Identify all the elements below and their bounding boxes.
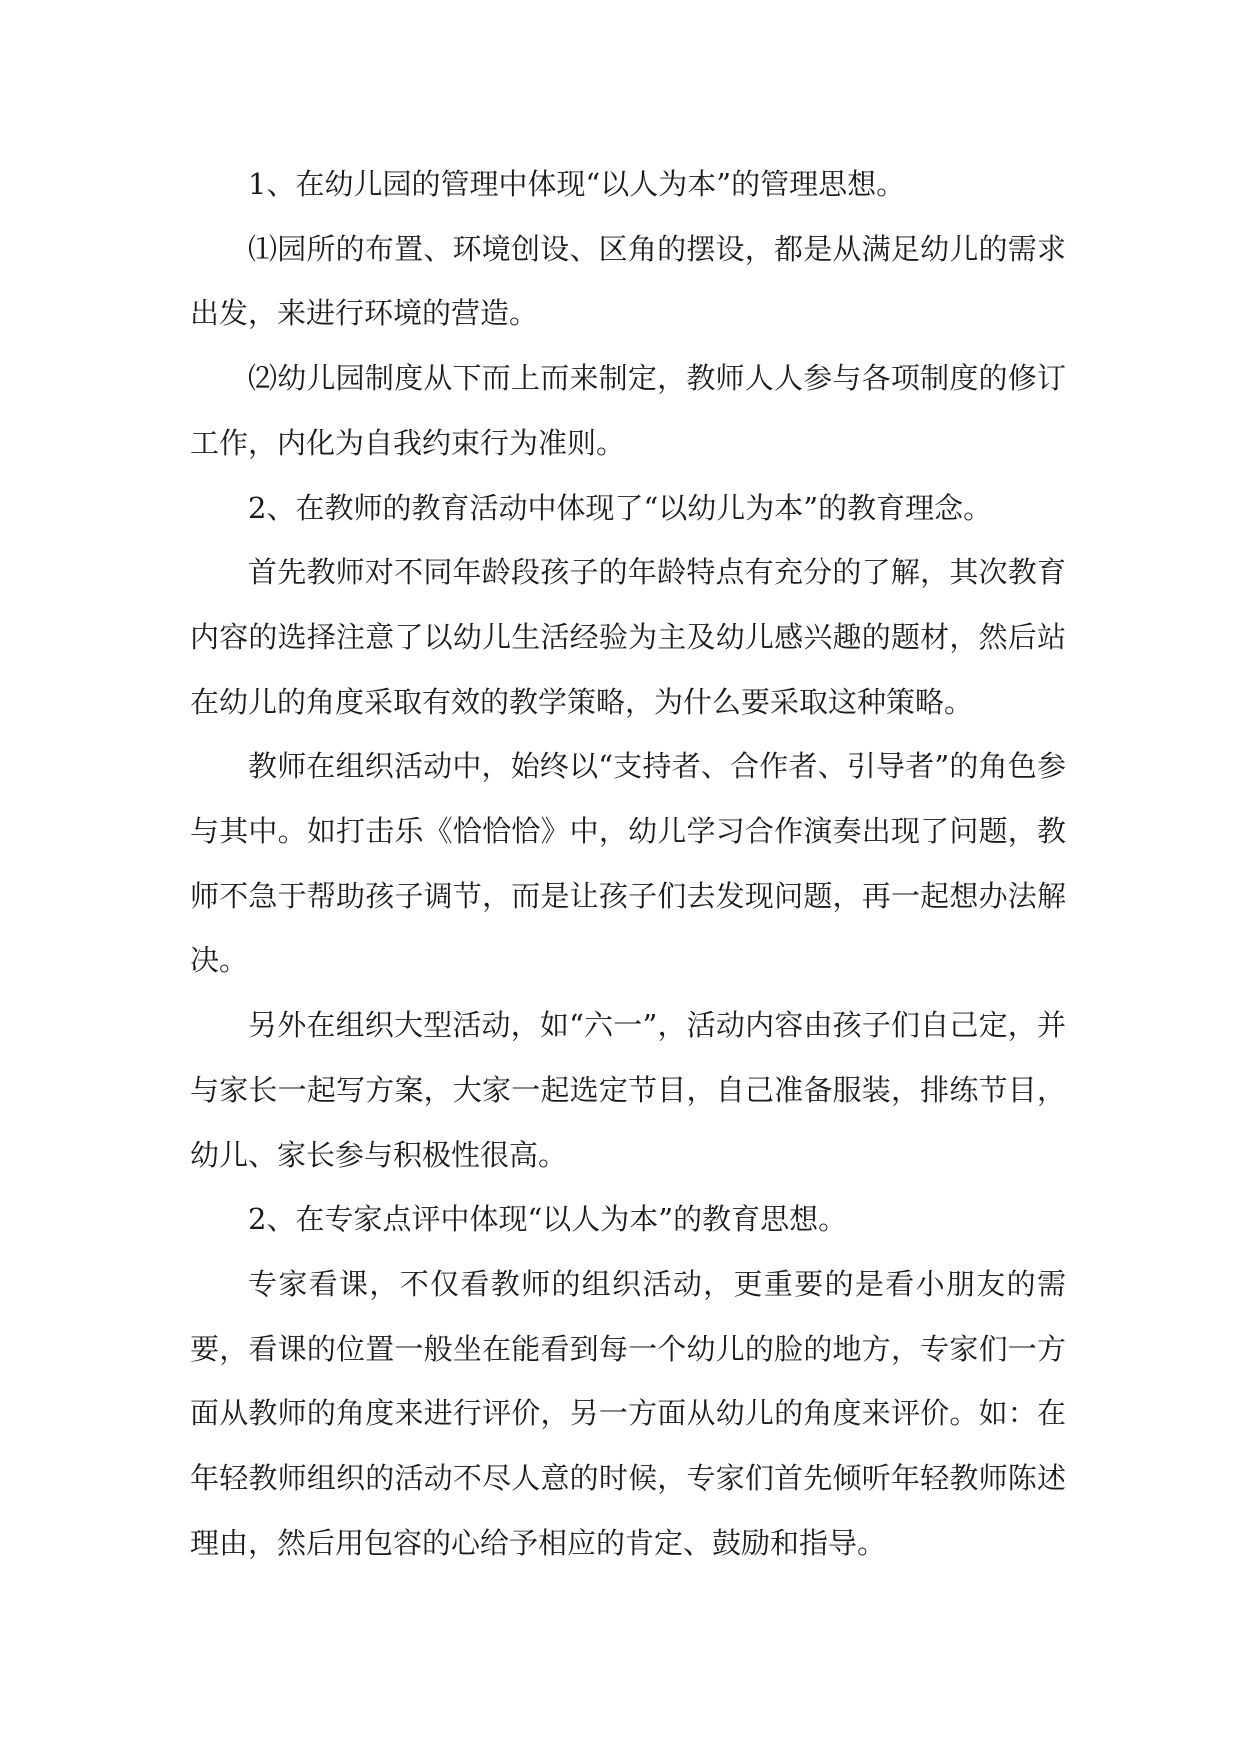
paragraph-item-1: ⑴园所的布置、环境创设、区角的摆设，都是从满足幼儿的需求出发，来进行环境的营造。: [190, 231, 1066, 331]
section-heading-3: 2、在专家点评中体现“以人为本”的教育思想。: [248, 1202, 848, 1237]
paragraph-item-2: ⑵幼儿园制度从下而上而来制定，教师人人参与各项制度的修订工作，内化为自我约束行为准则。: [190, 361, 1066, 460]
paragraph-body: 教师在组织活动中，始终以“支持者、合作者、引导者”的角色参与其中。如打击乐《恰恰恰》中，幼儿学习合作演奏出现了问题，教师不急于帮助孩子调节，而是让孩子们去发现问题，再一起想办法解决。: [190, 749, 1066, 978]
document-body: [190, 152, 1066, 1575]
paragraph-body: 另外在组织大型活动，如“六一”，活动内容由孩子们自己定，并与家长一起写方案，大家一起选定节目，自己准备服装，排练节目，幼儿、家长参与积极性很高。: [190, 1008, 1066, 1172]
section-heading-2: 2、在教师的教育活动中体现了“以幼儿为本”的教育理念。: [248, 490, 993, 525]
paragraph-body: 专家看课，不仅看教师的组织活动，更重要的是看小朋友的需要，看课的位置一般坐在能看到每一个幼儿的脸的地方，专家们一方面从教师的角度来进行评价，另一方面从幼儿的角度来评价。如：在年轻教师组织的活动不尽人意的时候，专家们首先倾听年轻教师陈述理由，然后用包容的心给予相应的肯定、鼓励和指导。: [190, 1266, 1066, 1560]
paragraph-body: 首先教师对不同年龄段孩子的年龄特点有充分的了解，其次教育内容的选择注意了以幼儿生活经验为主及幼儿感兴趣的题材，然后站在幼儿的角度采取有效的教学策略，为什么要采取这种策略。: [190, 555, 1066, 719]
section-heading-1: 1、在幼儿园的管理中体现“以人为本”的管理思想。: [248, 167, 906, 201]
